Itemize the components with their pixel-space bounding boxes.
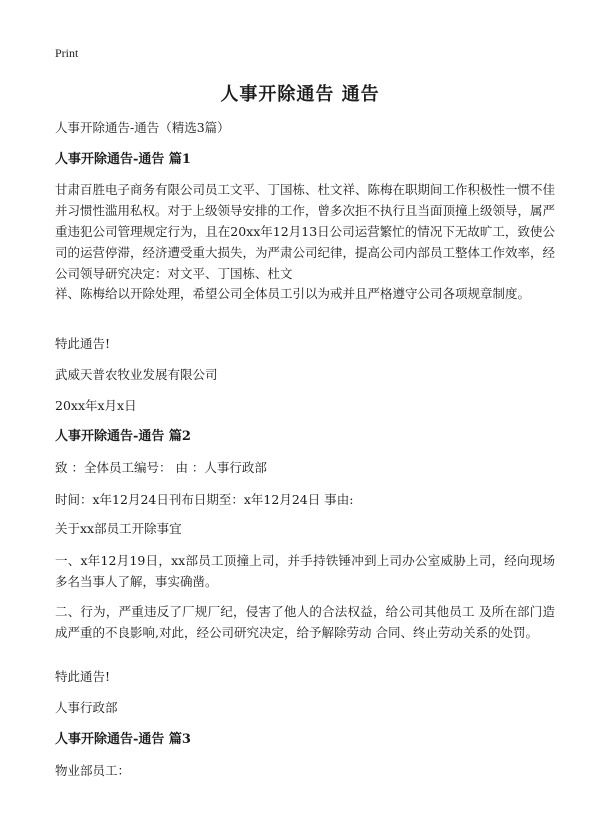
- section-1-paragraph-1: 甘肃百胜电子商务有限公司员工文平、丁国栋、杜文祥、陈梅在职期间工作积极性一惯不佳并习惯性滥用私权。对于上级领导安排的工作，曾多次拒不执行且当面顶撞上级领导，属严重违犯公司管理规定行为，且在20xx年12月13日公司运营繁忙的情况下无故旷工，致使公司的运营停滞，经济遭受重大损失，为严肃公司纪律，提高公司内部员工整体工作效率，经公司领导研究决定：对文平、丁国栋、杜文: [55, 182, 556, 281]
- print-link[interactable]: Print: [55, 46, 79, 60]
- section-3-heading: 人事开除通告-通告 篇3: [55, 732, 191, 747]
- section-2-paragraph-2: 二、行为，严重违反了厂规厂纪，侵害了他人的合法权益，给公司其他员工 及所在部门造成严重的不良影响,对此，经公司研究决定，给予解除劳动 合同、终止劳动关系的处罚。: [55, 604, 555, 640]
- section-2-notice: 特此通告!: [55, 669, 111, 684]
- section-1-paragraph-2: 祥、陈梅给以开除处理，希望公司全体员工引以为戒并且严格遵守公司各项规章制度。: [55, 286, 531, 301]
- section-1-company: 武威天普农牧业发展有限公司: [55, 367, 218, 382]
- section-2-heading: 人事开除通告-通告 篇2: [55, 429, 191, 444]
- section-1-heading: 人事开除通告-通告 篇1: [55, 152, 191, 167]
- section-1-date: 20xx年x月x日: [55, 398, 137, 413]
- page-title: 人事开除通告 通告: [220, 84, 380, 105]
- section-1-notice: 特此通告!: [55, 336, 111, 351]
- section-2-to-line: 致 ：全体员工编号： 由 ：人事行政部: [55, 460, 267, 475]
- section-2-paragraph-1: 一、x年12月19日，xx部员工顶撞上司，并手持铁锤冲到上司办公室威胁上司，经向现场多名当事人了解，事实确凿。: [55, 553, 555, 589]
- document-subtitle: 人事开除通告-通告（精选3篇）: [55, 120, 230, 135]
- section-3-recipient: 物业部员工：: [55, 763, 131, 778]
- section-2-dept: 人事行政部: [55, 700, 118, 715]
- section-2-subject: 关于xx部员工开除事宜: [55, 521, 182, 536]
- section-2-time-line: 时间：x年12月24日刊布日期至：x年12月24日 事由:: [55, 492, 354, 507]
